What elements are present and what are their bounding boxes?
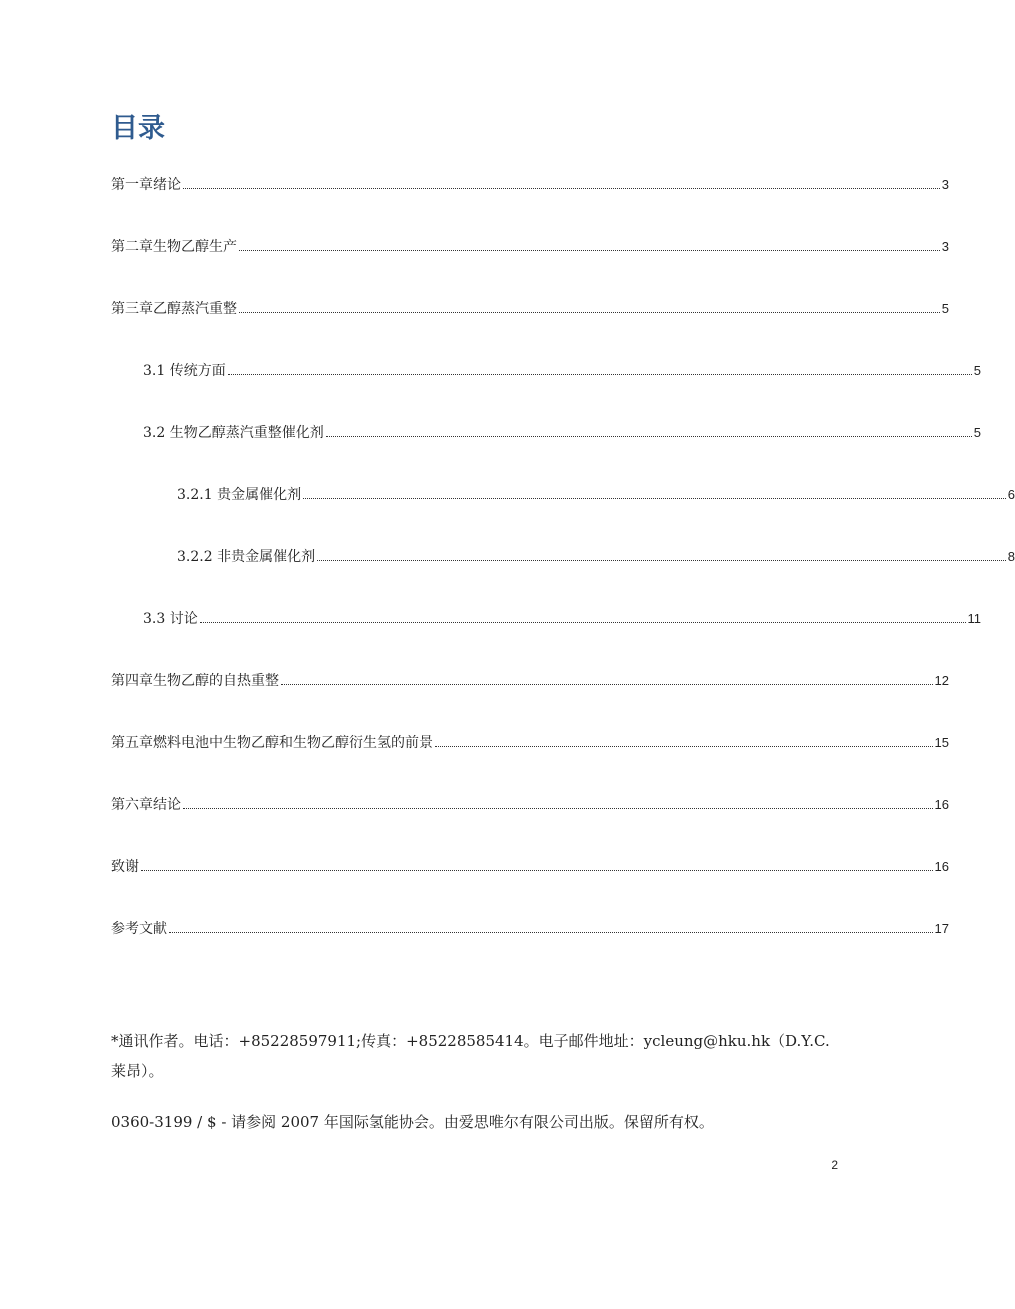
toc-leader-dots	[169, 932, 933, 933]
correspondence-footnote: *通讯作者。电话：+85228597911;传真：+85228585414。电子邮件地址：ycleung@hku.hk（D.Y.C. 莱昂）。	[111, 1032, 830, 1080]
toc-leader-dots	[239, 312, 940, 313]
toc-leader-dots	[183, 808, 933, 809]
toc-entry-page: 5	[973, 425, 981, 440]
toc-entry-section-3-3[interactable]	[0, 608, 981, 630]
toc-entry-chapter-2[interactable]	[0, 236, 949, 258]
toc-entry-label: 3.2.1 贵金属催化剂	[177, 487, 302, 503]
toc-entry-label: 3.2.2 非贵金属催化剂	[177, 549, 316, 565]
toc-entry-section-3-2-2[interactable]	[0, 546, 1015, 568]
toc-entry-label: 第五章燃料电池中生物乙醇和生物乙醇衍生氢的前景	[111, 735, 433, 751]
toc-leader-dots	[183, 188, 940, 189]
toc-entry-label: 第三章乙醇蒸汽重整	[111, 301, 237, 317]
toc-entry-section-3-2-1[interactable]	[0, 484, 1015, 506]
toc-entry-page: 12	[934, 673, 949, 688]
toc-title: 目录	[111, 113, 165, 144]
toc-entry-page: 5	[973, 363, 981, 378]
toc-leader-dots	[200, 622, 966, 623]
toc-entry-page: 8	[1007, 549, 1015, 564]
toc-entry-label: 3.2 生物乙醇蒸汽重整催化剂	[143, 425, 324, 441]
toc-leader-dots	[303, 498, 1006, 499]
copyright-footnote: 0360-3199 / $ - 请参阅 2007 年国际氢能协会。由爱思唯尔有限公司出版。保留所有权。	[111, 1113, 714, 1131]
toc-entry-page: 16	[934, 859, 949, 874]
toc-leader-dots	[239, 250, 940, 251]
toc-entry-label: 3.1 传统方面	[143, 363, 226, 379]
toc-leader-dots	[317, 560, 1006, 561]
page-number: 2	[831, 1158, 838, 1172]
toc-entry-page: 6	[1007, 487, 1015, 502]
toc-entry-page: 15	[934, 735, 949, 750]
toc-entry-acknowledgements[interactable]	[0, 856, 949, 878]
toc-entry-label: 3.3 讨论	[143, 611, 198, 627]
toc-entry-chapter-4[interactable]	[0, 670, 949, 692]
toc-leader-dots	[435, 746, 933, 747]
toc-entry-chapter-1[interactable]	[0, 174, 949, 196]
toc-entry-references[interactable]	[0, 918, 949, 940]
toc-leader-dots	[326, 436, 972, 437]
toc-entry-label: 参考文献	[111, 921, 167, 937]
toc-entry-label: 致谢	[111, 859, 139, 875]
toc-leader-dots	[281, 684, 933, 685]
toc-entry-label: 第四章生物乙醇的自热重整	[111, 673, 279, 689]
toc-entry-page: 3	[941, 239, 949, 254]
toc-leader-dots	[141, 870, 933, 871]
toc-entry-section-3-2[interactable]	[0, 422, 981, 444]
toc-entry-label: 第二章生物乙醇生产	[111, 239, 237, 255]
toc-entry-page: 3	[941, 177, 949, 192]
toc-leader-dots	[228, 374, 972, 375]
toc-entry-page: 16	[934, 797, 949, 812]
toc-entry-section-3-1[interactable]	[0, 360, 981, 382]
toc-entry-chapter-3[interactable]	[0, 298, 949, 320]
toc-entry-chapter-6[interactable]	[0, 794, 949, 816]
toc-entry-label: 第一章绪论	[111, 177, 181, 193]
toc-entry-page: 11	[967, 611, 981, 626]
toc-entry-chapter-5[interactable]	[0, 732, 949, 754]
toc-entry-page: 5	[941, 301, 949, 316]
toc-entry-label: 第六章结论	[111, 797, 181, 813]
toc-entry-page: 17	[934, 921, 949, 936]
